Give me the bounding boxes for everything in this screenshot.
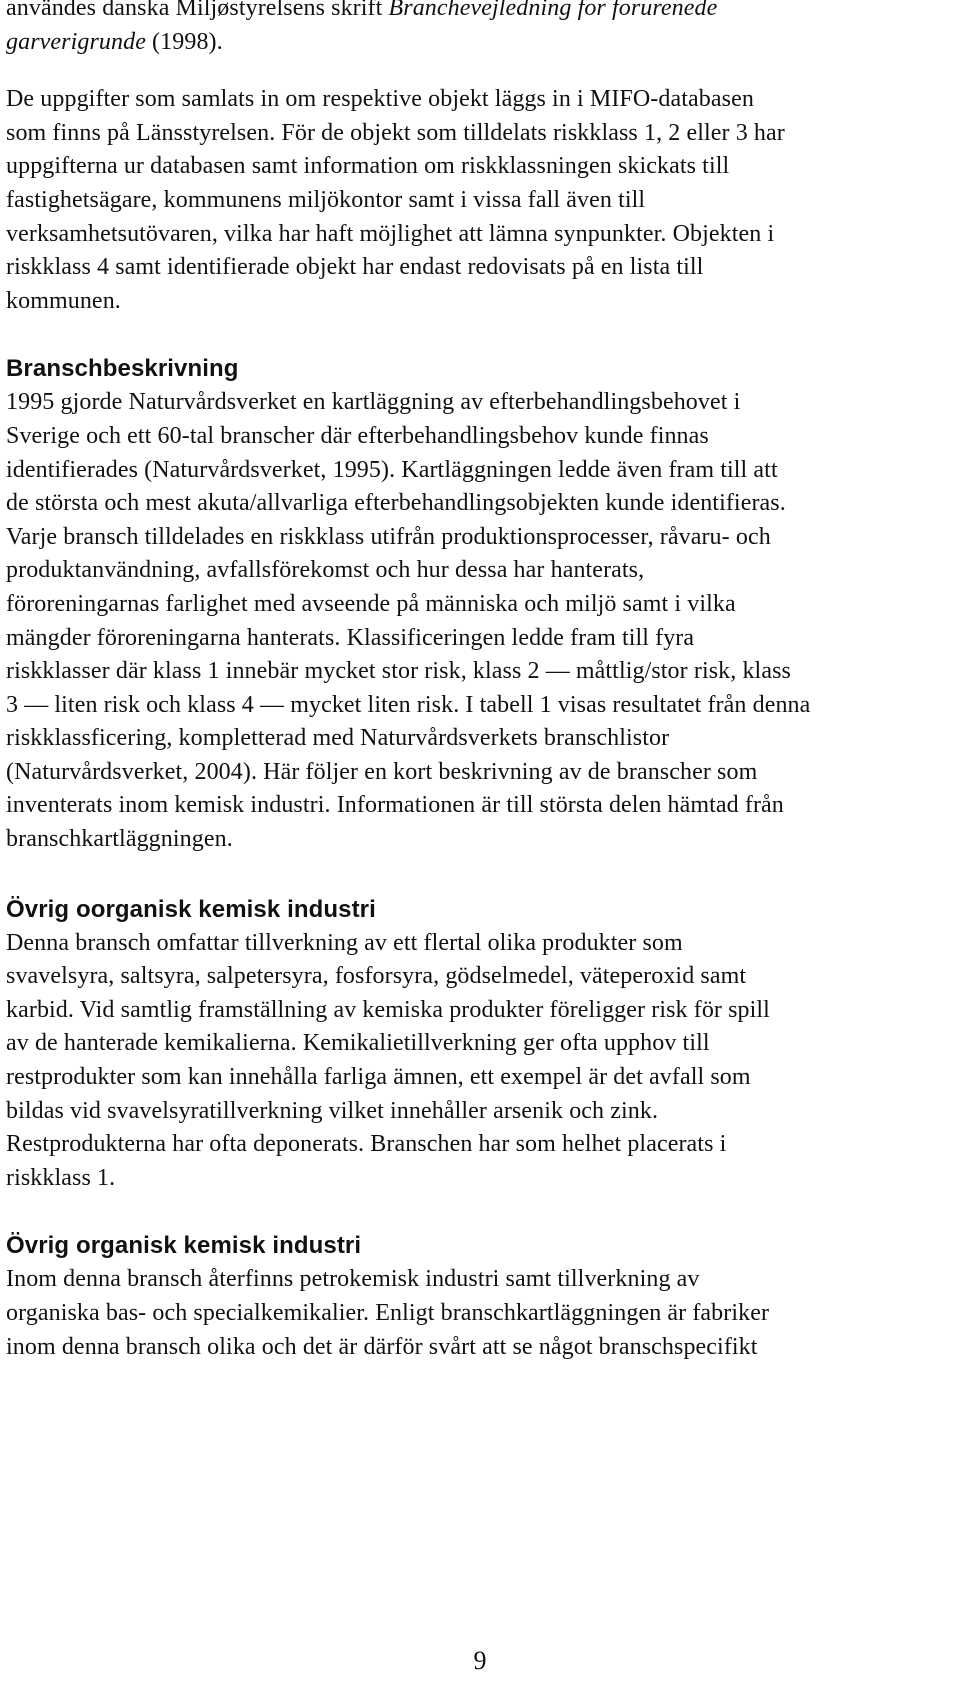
oorganisk-line: Restprodukterna har ofta deponerats. Branschen har som helhet placerats i [6,1131,727,1158]
mifo-line: riskklass 4 samt identifierade objekt har endast redovisats på en lista till [6,254,704,281]
oorganisk-line: svavelsyra, saltsyra, salpetersyra, fosforsyra, gödselmedel, väteperoxid samt [6,963,747,990]
mifo-line: fastighetsägare, kommunens miljökontor samt i vissa fall även till [6,186,646,213]
branschbeskrivning-line: 1995 gjorde Naturvårdsverket en kartläggning av efterbehandlingsbehovet i [6,389,741,416]
organisk-line: inom denna bransch olika och det är därför svårt att se något branschspecifikt [6,1333,758,1360]
oorganisk-paragraph [6,927,956,1196]
page-number: 9 [473,1646,487,1675]
intro-paragraph [6,0,956,59]
intro-line-1-italic: Branchevejledning for forurenede [388,0,718,21]
organisk-line: Inom denna bransch återfinns petrokemisk industri samt tillverkning av [6,1266,700,1293]
intro-line-2 [6,26,956,60]
branschbeskrivning-line: identifierades (Naturvårdsverket, 1995). Kartläggningen ledde även fram till att [6,456,778,483]
branschbeskrivning-line: Sverige och ett 60-tal branscher där efterbehandlingsbehov kunde finnas [6,422,709,449]
branschbeskrivning-line: produktanvändning, avfallsförekomst och hur dessa har hanterats, [6,557,645,584]
organisk-line: organiska bas- och specialkemikalier. Enligt branschkartläggningen är fabriker [6,1300,770,1326]
branschbeskrivning-line: branschkartläggningen. [6,826,233,853]
branschbeskrivning-line: inventerats inom kemisk industri. Informationen är till största delen hämtad från [6,792,784,819]
branschbeskrivning-paragraph [6,386,956,856]
mifo-line: kommunen. [6,287,121,314]
mifo-line: verksamhetsutövaren, vilka har haft möjlighet att lämna synpunkter. Objekten i [6,220,775,247]
branschbeskrivning-line: (Naturvårdsverket, 2004). Här följer en kort beskrivning av de branscher som [6,758,758,785]
mifo-paragraph [6,83,956,318]
branschbeskrivning-line: Varje bransch tilldelades en riskklass utifrån produktionsprocesser, råvaru- och [6,523,771,550]
branschbeskrivning-line: riskklasser där klass 1 innebär mycket stor risk, klass 2 — måttlig/stor risk, klass [6,658,791,685]
mifo-line: uppgifterna ur databasen samt information om riskklassningen skickats till [6,153,730,180]
heading-branschbeskrivning: Branschbeskrivning [6,355,239,383]
intro-line-1 [6,0,956,26]
branschbeskrivning-line: riskklassficering, kompletterad med Naturvårdsverkets branschlistor [6,725,670,752]
oorganisk-line: av de hanterade kemikalierna. Kemikalietillverkning ger ofta upphov till [6,1030,710,1057]
branschbeskrivning-line: mängder föroreningarna hanterats. Klassificeringen ledde fram till fyra [6,624,695,651]
document-page [6,0,956,1364]
branschbeskrivning-line: föroreningarnas farlighet med avseende på människa och miljö samt i vilka [6,590,736,617]
oorganisk-line: Denna bransch omfattar tillverkning av ett flertal olika produkter som [6,929,683,956]
branschbeskrivning-line: de största och mest akuta/allvarliga efterbehandlingsobjekten kunde identifieras. [6,490,786,517]
oorganisk-line: karbid. Vid samtlig framställning av kemiska produkter föreligger risk för spill [6,996,770,1023]
oorganisk-line: bildas vid svavelsyratillverkning vilket innehåller arsenik och zink. [6,1097,659,1124]
mifo-line: som finns på Länsstyrelsen. För de objekt som tilldelats riskklass 1, 2 eller 3 har [6,119,785,146]
branschbeskrivning-line: 3 — liten risk och klass 4 — mycket liten risk. I tabell 1 visas resultatet från denna [6,691,811,718]
intro-line-2-text: (1998). [145,28,223,55]
organisk-paragraph [6,1263,956,1364]
oorganisk-line: restprodukter som kan innehålla farliga ämnen, ett exempel är det avfall som [6,1064,751,1091]
heading-ovrig-organisk: Övrig organisk kemisk industri [6,1232,362,1260]
heading-ovrig-oorganisk: Övrig oorganisk kemisk industri [6,895,376,923]
intro-line-1-text: användes danska Miljøstyrelsens skrift [6,0,389,21]
mifo-line: De uppgifter som samlats in om respektive objekt läggs in i MIFO-databasen [6,86,754,113]
oorganisk-line: riskklass 1. [6,1164,116,1191]
intro-line-2-italic: garverigrunde [6,28,146,55]
